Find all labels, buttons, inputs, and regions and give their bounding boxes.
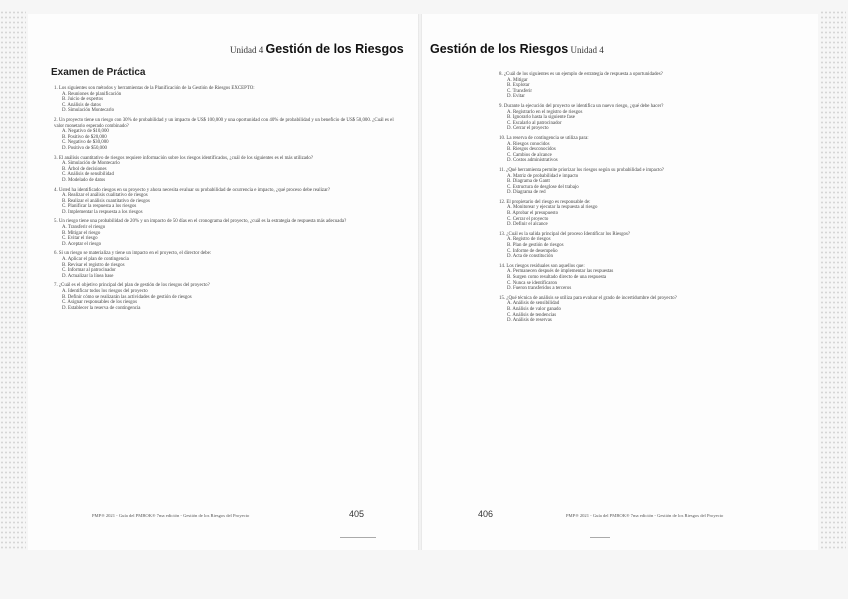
footer-rule <box>340 537 376 538</box>
question-stem: 7. ¿Cuál es el objetivo principal del plan de gestión de los riesgos del proyecto? <box>54 283 210 289</box>
answer-option: D. Evitar <box>507 94 525 100</box>
answer-option: C. Cerrar el proyecto <box>507 216 549 222</box>
answer-option: D. Acta de constitución <box>507 254 553 260</box>
header-title: Gestión de los Riesgos <box>265 42 404 56</box>
question-block <box>499 296 797 324</box>
answer-option: C. Escalarlo al patrocinador <box>507 120 562 126</box>
answer-option: C. Informe de desempeño <box>507 248 558 254</box>
answer-option: D. Análisis de reservas <box>507 318 552 324</box>
answer-option: D. Positivo de $50,000 <box>62 145 107 151</box>
left-page-number: 405 <box>349 509 365 519</box>
question-block <box>54 118 399 152</box>
answer-option: A. Reuniones de planificación <box>62 91 122 97</box>
question-stem: 6. Si un riesgo se materializa y tiene un impacto en el proyecto, el director debe: <box>54 251 212 257</box>
answer-option: A. Negativo de $10,000 <box>62 129 109 135</box>
answer-option: D. Definir el alcance <box>507 222 548 228</box>
answer-option: C. Análisis de sensibilidad <box>62 172 114 178</box>
question-stem: 11. ¿Qué herramienta permite priorizar los riesgos según su probabilidad e impacto? <box>499 167 664 173</box>
answer-option: C. Informar al patrocinador <box>62 268 116 274</box>
answer-option: D. Fueron transferidos a terceros <box>507 286 572 292</box>
answer-option: A. Monitorear y ejecutar la respuesta al riesgo <box>507 205 598 211</box>
answer-option: A. Registro de riesgos <box>507 237 551 243</box>
page-edge-left <box>0 10 26 550</box>
question-block <box>54 251 399 279</box>
answer-option: A. Permanecen después de implementar las respuestas <box>507 269 614 275</box>
answer-option: C. Análisis de datos <box>62 102 101 108</box>
answer-option: B. Plan de gestión de riesgos <box>507 243 564 249</box>
answer-option: A. Análisis de sensibilidad <box>507 301 560 307</box>
question-block <box>499 232 797 260</box>
answer-option: A. Registrarlo en el registro de riesgos <box>507 109 583 115</box>
answer-option: B. Diagrama de Gantt <box>507 179 550 185</box>
question-block <box>54 188 399 216</box>
answer-option: C. Cambios de alcance <box>507 152 552 158</box>
header-unit-label: Unidad 4 <box>230 45 264 55</box>
answer-option: B. Positivo de $20,000 <box>62 134 107 140</box>
question-block <box>499 200 797 228</box>
right-page-footer: PMP® 2021 - Guía del PMBOK® 7ma edición - Gestión de los Riesgos del Proyecto <box>566 513 724 518</box>
question-block <box>499 72 797 100</box>
header-title: Gestión de los Riesgos <box>430 42 569 56</box>
answer-option: C. Estructura de desglose del trabajo <box>507 184 579 190</box>
answer-option: B. Surgen como resultado directo de una respuesta <box>507 275 607 280</box>
left-page-footer: PMP® 2021 - Guía del PMBOK® 7ma edición - Gestión de los Riesgos del Proyecto <box>92 513 250 518</box>
question-block <box>54 156 399 184</box>
answer-option: C. Transferir <box>507 88 532 94</box>
answer-option: D. Diagrama de red <box>507 190 546 196</box>
answer-option: C. Análisis de tendencias <box>507 312 557 318</box>
question-stem: 1. Los siguientes son métodos y herramientas de la Planificación de la Gestión de Riesgos EXCEPTO: <box>54 86 255 91</box>
answer-option: A. Aplicar el plan de contingencia <box>62 257 129 263</box>
answer-option: B. Ignorarlo hasta la siguiente fase <box>507 115 575 121</box>
question-stem: 14. Los riesgos residuales son aquellos que: <box>499 263 585 269</box>
header-unit-label: Unidad 4 <box>570 45 604 55</box>
answer-option: C. Asignar responsables de los riesgos <box>62 300 137 306</box>
question-stem: 9. Durante la ejecución del proyecto se identifica un nuevo riesgo, ¿qué debe hacer? <box>499 103 664 109</box>
answer-option: C. Planificar la respuesta a los riesgos <box>62 204 137 210</box>
answer-option: D. Simulación Montecarlo <box>62 108 115 114</box>
section-title: Examen de Práctica <box>51 67 146 78</box>
answer-option: D. Aceptar el riesgo <box>62 241 102 247</box>
question-stem: 12. El propietario del riesgo es responsable de: <box>499 199 591 205</box>
question-block <box>54 283 399 311</box>
right-page-header <box>430 42 604 56</box>
answer-option: B. Riesgos desconocidos <box>507 147 556 153</box>
answer-option: D. Actualizar la línea base <box>62 273 114 279</box>
question-stem: 8. ¿Cuál de los siguientes es un ejemplo de estrategia de respuesta a oportunidades? <box>499 72 663 77</box>
answer-option: A. Simulación de Montecarlo <box>62 161 120 167</box>
question-block <box>499 168 797 196</box>
question-stem: 3. El análisis cuantitativo de riesgos requiere información sobre los riesgos identificados, ¿cuál de los siguientes es el más utilizado? <box>54 155 313 161</box>
answer-option: A. Mitigar <box>507 77 528 83</box>
answer-option: D. Modelado de datos <box>62 177 106 183</box>
answer-option: D. Implementar la respuesta a los riesgos <box>62 209 143 215</box>
answer-option: B. Árbol de decisiones <box>62 166 107 172</box>
answer-option: A. Identificar todos los riesgos del proyecto <box>62 289 148 294</box>
left-page-header <box>230 42 404 56</box>
question-stem: 5. Un riesgo tiene una probabilidad de 20% y un impacto de 50 días en el cronograma del proyecto, ¿cuál es la estrategia de respuesta más adecuada? <box>54 219 347 225</box>
question-stem: 4. Usted ha identificado riesgos en su proyecto y ahora necesita evaluar su probabilidad de ocurrencia e impacto, ¿qué proceso debe realizar? <box>54 187 331 193</box>
question-block <box>499 264 797 292</box>
answer-option: B. Explotar <box>507 83 530 89</box>
right-question-column <box>499 72 797 328</box>
answer-option: C. Nunca se identificaron <box>507 280 557 286</box>
answer-option: B. Juicio de expertos <box>62 97 104 103</box>
question-block <box>54 219 399 247</box>
answer-option: B. Definir cómo se realizarán las actividades de gestión de riesgos <box>62 294 192 300</box>
answer-option: B. Mitigar el riesgo <box>62 230 101 236</box>
left-question-column <box>54 86 399 315</box>
answer-option: D. Establecer la reserva de contingencia <box>62 305 141 311</box>
footer-rule <box>590 537 610 538</box>
answer-option: C. Negativo de $30,000 <box>62 140 109 146</box>
answer-option: B. Realizar el análisis cuantitativo de riesgos <box>62 198 150 204</box>
question-stem: 13. ¿Cuál es la salida principal del proceso Identificar los Riesgos? <box>499 231 631 237</box>
answer-option: A. Riesgos conocidos <box>507 141 550 147</box>
question-stem: 10. La reserva de contingencia se utiliza para: <box>499 135 589 141</box>
page-edge-right <box>820 10 846 550</box>
answer-option: D. Cerrar el proyecto <box>507 126 549 132</box>
answer-option: A. Transferir el riesgo <box>62 225 106 231</box>
answer-option: B. Aprobar el presupuesto <box>507 211 559 217</box>
answer-option: D. Costos administrativos <box>507 158 558 164</box>
book-gutter <box>418 14 422 550</box>
answer-option: C. Evitar el riesgo <box>62 236 98 242</box>
question-stem: 15. ¿Qué técnica de análisis se utiliza para evaluar el grado de incertidumbre del proyecto? <box>499 295 677 301</box>
question-block <box>54 86 399 114</box>
answer-option: B. Revisar el registro de riesgos <box>62 262 125 268</box>
answer-option: A. Realizar el análisis cualitativo de riesgos <box>62 193 148 199</box>
question-block <box>499 136 797 164</box>
answer-option: B. Análisis de valor ganado <box>507 306 561 312</box>
answer-option: A. Matriz de probabilidad e impacto <box>507 173 579 179</box>
question-stem: 2. Un proyecto tiene un riesgo con 30% de probabilidad y un impacto de US$ 100,000 y una oportunidad con 40% de probabilidad y un beneficio de US$ 50,000. ¿Cuál es el valor monetario esperado combinado? <box>54 117 394 129</box>
question-block <box>499 104 797 132</box>
right-page-number: 406 <box>478 509 494 519</box>
